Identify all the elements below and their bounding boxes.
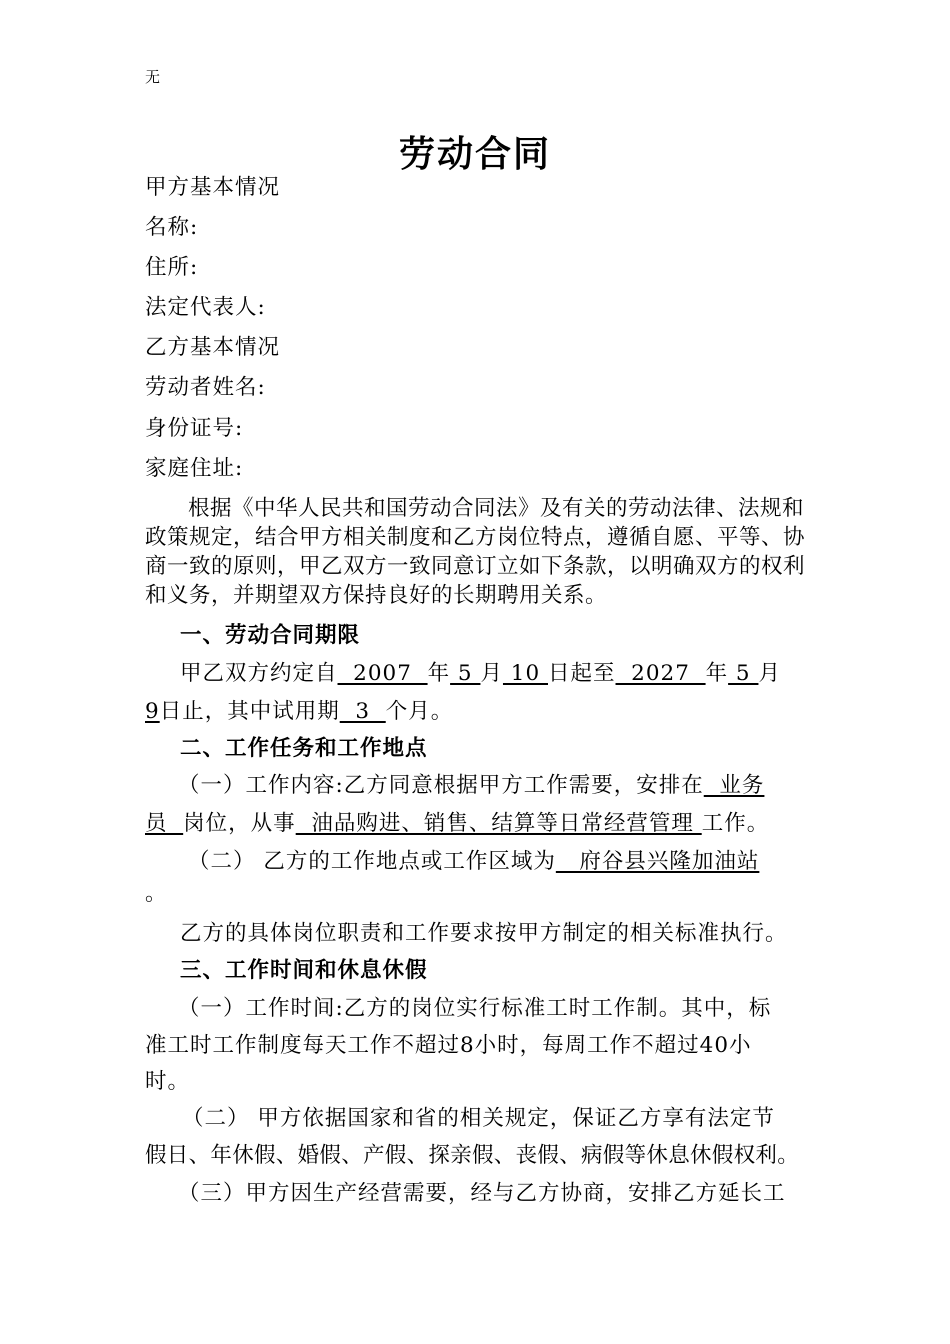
holiday-line-2: 假日、年休假、婚假、产假、探亲假、丧假、病假等休息休假权利。 xyxy=(145,1143,800,1168)
work-place-end: 。 xyxy=(145,881,168,906)
party-a-heading: 甲方基本情况 xyxy=(145,175,281,200)
work-content-line-2 xyxy=(145,810,769,838)
month-text-2: 月 xyxy=(758,661,781,686)
party-b-name-label: 劳动者姓名: xyxy=(145,375,266,400)
start-month: 5 xyxy=(450,661,481,686)
work-content-end: 工作。 xyxy=(701,811,770,836)
term-line-2 xyxy=(145,698,453,726)
party-b-home-label: 家庭住址: xyxy=(145,456,244,481)
header-mark: 无 xyxy=(145,68,161,86)
end-month: 5 xyxy=(728,661,759,686)
start-day: 10 xyxy=(502,661,548,686)
section-1-heading: 一、劳动合同期限 xyxy=(180,623,361,648)
post-value-part-2: 员 xyxy=(145,811,184,836)
work-content-mid: 岗位，从事 xyxy=(183,811,296,836)
year-text-2: 年 xyxy=(705,661,729,686)
year-text: 年 xyxy=(427,661,451,686)
party-a-name-label: 名称: xyxy=(145,215,199,240)
section-2-heading: 二、工作任务和工作地点 xyxy=(180,736,428,761)
term-text-2: 日起至 xyxy=(548,661,616,686)
party-b-heading: 乙方基本情况 xyxy=(145,335,281,360)
work-time-line-2: 准工时工作制度每天工作不超过8小时，每周工作不超过40小 xyxy=(145,1033,752,1058)
start-year: 2007 xyxy=(337,661,428,686)
work-place-value: 府谷县兴隆加油站 xyxy=(555,849,760,874)
overtime-line-1: （三）甲方因生产经营需要，经与乙方协商，安排乙方延长工 xyxy=(178,1181,786,1206)
term-text-4: 个月。 xyxy=(385,699,454,724)
work-content-line-1 xyxy=(178,772,764,800)
holiday-line-1: （二） 甲方依据国家和省的相关规定，保证乙方享有法定节 xyxy=(182,1106,775,1131)
term-text-1: 甲乙双方约定自 xyxy=(180,661,338,686)
duty-standard-line: 乙方的具体岗位职责和工作要求按甲方制定的相关标准执行。 xyxy=(180,921,788,946)
party-a-address-label: 住所: xyxy=(145,255,199,280)
party-b-id-label: 身份证号: xyxy=(145,416,244,441)
post-value-part-1: 业务 xyxy=(703,773,765,798)
work-time-line-1: （一）工作时间:乙方的岗位实行标准工时工作制。其中，标 xyxy=(178,996,772,1021)
work-time-line-3: 时。 xyxy=(145,1069,191,1094)
work-place-prefix: （二） 乙方的工作地点或工作区域为 xyxy=(188,849,556,874)
section-3-heading: 三、工作时间和休息休假 xyxy=(180,958,428,983)
work-place-line xyxy=(188,848,759,876)
end-year: 2027 xyxy=(615,661,706,686)
work-content-prefix: （一）工作内容:乙方同意根据甲方工作需要，安排在 xyxy=(178,773,704,798)
page-title: 劳动合同 xyxy=(398,133,551,175)
party-a-rep-label: 法定代表人: xyxy=(145,295,266,320)
trial-period: 3 xyxy=(339,699,386,724)
preamble-paragraph: 根据《中华人民共和国劳动合同法》及有关的劳动法律、法规和政策规定，结合甲方相关制度和乙方岗位特点，遵循自愿、平等、协商一致的原则，甲乙双方一致同意订立如下条款，以明确双方的权利和义务，并期望双方保持良好的长期聘用关系。 xyxy=(145,496,806,608)
end-day: 9 xyxy=(145,699,160,724)
term-line-1 xyxy=(180,660,781,688)
term-text-3: 日止，其中试用期 xyxy=(159,699,340,724)
duty-value: 油品购进、销售、结算等日常经营管理 xyxy=(295,811,702,836)
month-text: 月 xyxy=(480,661,503,686)
